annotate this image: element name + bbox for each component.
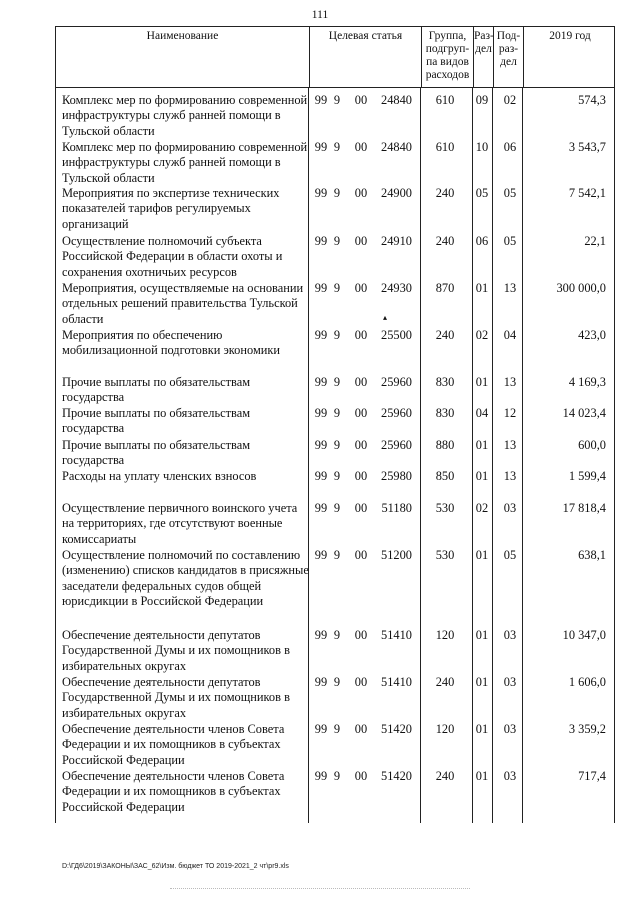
amount-2019: 22,1 <box>584 234 606 248</box>
amount-2019: 423,0 <box>578 328 606 342</box>
code-event: 00 <box>354 501 368 515</box>
code-subprogram: 9 <box>333 328 341 342</box>
code-subprogram: 9 <box>333 375 341 389</box>
code-direction: 24910 <box>381 234 412 248</box>
code-program: 99 <box>314 375 328 389</box>
header-year: 2019 год <box>523 27 616 87</box>
subsection-code: 13 <box>503 281 517 295</box>
section-code: 01 <box>475 722 489 736</box>
header-target: Целевая статья <box>309 27 421 87</box>
section-code: 05 <box>475 186 489 200</box>
code-event: 00 <box>354 375 368 389</box>
code-program: 99 <box>314 186 328 200</box>
amount-2019: 600,0 <box>578 438 606 452</box>
table-border-left <box>55 88 56 823</box>
code-program: 99 <box>314 675 328 689</box>
expense-group: 530 <box>435 548 455 562</box>
code-program: 99 <box>314 406 328 420</box>
expense-group: 120 <box>435 628 455 642</box>
subsection-code: 05 <box>503 548 517 562</box>
code-direction: 25980 <box>381 469 412 483</box>
code-program: 99 <box>314 501 328 515</box>
code-subprogram: 9 <box>333 675 341 689</box>
row-name: Расходы на уплату членских взносов <box>62 469 257 483</box>
header-subsection <box>493 27 523 87</box>
code-subprogram: 9 <box>333 501 341 515</box>
code-subprogram: 9 <box>333 281 341 295</box>
code-event: 00 <box>354 234 368 248</box>
section-code: 02 <box>475 328 489 342</box>
code-direction: 51410 <box>381 675 412 689</box>
subsection-code: 06 <box>503 140 517 154</box>
code-program: 99 <box>314 769 328 783</box>
amount-2019: 17 818,4 <box>562 501 606 515</box>
code-direction: 24900 <box>381 186 412 200</box>
expense-group: 850 <box>435 469 455 483</box>
code-program: 99 <box>314 469 328 483</box>
expense-group: 830 <box>435 406 455 420</box>
expense-group: 120 <box>435 722 455 736</box>
row-name: Комплекс мер по формированию современной инфраструктуры служб ранней помощи в Тульской области <box>62 140 308 185</box>
row-name: Мероприятия, осуществляемые на основании отдельных решений правительства Тульской области <box>62 281 304 326</box>
header-group-line: подгруп- <box>425 43 470 55</box>
code-program: 99 <box>314 722 328 736</box>
expense-group: 610 <box>435 140 455 154</box>
code-event: 00 <box>354 769 368 783</box>
amount-2019: 10 347,0 <box>562 628 606 642</box>
code-event: 00 <box>354 548 368 562</box>
code-subprogram: 9 <box>333 438 341 452</box>
subsection-code: 04 <box>503 328 517 342</box>
code-direction: 25960 <box>381 438 412 452</box>
code-direction: 24840 <box>381 140 412 154</box>
code-program: 99 <box>314 281 328 295</box>
table-header <box>55 26 615 88</box>
row-name: Прочие выплаты по обязательствам государства <box>62 375 251 405</box>
code-subprogram: 9 <box>333 769 341 783</box>
expense-group: 830 <box>435 375 455 389</box>
subsection-code: 13 <box>503 438 517 452</box>
subsection-code: 12 <box>503 406 517 420</box>
code-program: 99 <box>314 234 328 248</box>
code-direction: 51180 <box>381 501 412 515</box>
header-subsection-line: Под- <box>496 30 521 42</box>
row-name: Прочие выплаты по обязательствам государства <box>62 406 251 436</box>
expense-group: 870 <box>435 281 455 295</box>
code-direction: 51420 <box>381 769 412 783</box>
scan-artifact-line <box>170 888 470 889</box>
section-code: 01 <box>475 675 489 689</box>
section-code: 01 <box>475 628 489 642</box>
code-subprogram: 9 <box>333 469 341 483</box>
table-divider <box>420 88 421 823</box>
amount-2019: 300 000,0 <box>556 281 606 295</box>
file-path-footer: D:\ГД6\2019\ЗАКОНЫ\ЗАС_62\Изм. бюджет ТО 2019-2021_2 чт\pr9.xls <box>62 863 289 870</box>
subsection-code: 05 <box>503 234 517 248</box>
code-subprogram: 9 <box>333 234 341 248</box>
header-name: Наименование <box>146 30 219 42</box>
header-subsection-line: раз- <box>498 43 519 55</box>
scan-speck: ▴ <box>383 313 388 322</box>
code-event: 00 <box>354 281 368 295</box>
header-group <box>421 27 473 87</box>
amount-2019: 1 599,4 <box>568 469 606 483</box>
code-program: 99 <box>314 438 328 452</box>
expense-group: 880 <box>435 438 455 452</box>
expense-group: 240 <box>435 328 455 342</box>
code-direction: 51410 <box>381 628 412 642</box>
code-subprogram: 9 <box>333 186 341 200</box>
code-event: 00 <box>354 406 368 420</box>
expense-group: 240 <box>435 675 455 689</box>
section-code: 06 <box>475 234 489 248</box>
code-program: 99 <box>314 140 328 154</box>
code-direction: 51200 <box>381 548 412 562</box>
section-code: 01 <box>475 469 489 483</box>
subsection-code: 03 <box>503 722 517 736</box>
section-code: 01 <box>475 769 489 783</box>
header-section-line: дел <box>475 43 492 55</box>
row-name: Осуществление полномочий по составлению (изменению) списков кандидатов в присяжные заседатели федеральных судов общей юрисдикции в Российской Федерации <box>62 548 309 609</box>
row-name: Обеспечение деятельности членов Совета Федерации и их помощников в субъектах Российской Федерации <box>62 769 285 814</box>
row-name: Осуществление первичного воинского учета на территориях, где отсутствуют военные комиссариаты <box>62 501 298 546</box>
code-event: 00 <box>354 675 368 689</box>
code-direction: 24840 <box>381 93 412 107</box>
code-event: 00 <box>354 628 368 642</box>
code-program: 99 <box>314 93 328 107</box>
subsection-code: 03 <box>503 769 517 783</box>
expense-group: 530 <box>435 501 455 515</box>
code-event: 00 <box>354 469 368 483</box>
section-code: 09 <box>475 93 489 107</box>
code-direction: 24930 <box>381 281 412 295</box>
header-section <box>473 27 493 87</box>
page-number: 111 <box>311 9 329 21</box>
row-name: Обеспечение деятельности депутатов Государственной Думы и их помощников в избирательных округах <box>62 628 290 673</box>
amount-2019: 1 606,0 <box>568 675 606 689</box>
section-code: 01 <box>475 438 489 452</box>
code-direction: 51420 <box>381 722 412 736</box>
amount-2019: 3 359,2 <box>568 722 606 736</box>
subsection-code: 13 <box>503 375 517 389</box>
code-direction: 25960 <box>381 406 412 420</box>
amount-2019: 4 169,3 <box>568 375 606 389</box>
expense-group: 240 <box>435 234 455 248</box>
table-border-right <box>614 88 615 823</box>
row-name: Осуществление полномочий субъекта Российской Федерации в области охоты и сохранения охотничьих ресурсов <box>62 234 283 279</box>
section-code: 02 <box>475 501 489 515</box>
subsection-code: 03 <box>503 675 517 689</box>
code-event: 00 <box>354 722 368 736</box>
code-subprogram: 9 <box>333 140 341 154</box>
code-subprogram: 9 <box>333 93 341 107</box>
amount-2019: 574,3 <box>578 93 606 107</box>
subsection-code: 02 <box>503 93 517 107</box>
row-name: Обеспечение деятельности депутатов Государственной Думы и их помощников в избирательных округах <box>62 675 290 720</box>
amount-2019: 717,4 <box>578 769 606 783</box>
row-name: Комплекс мер по формированию современной инфраструктуры служб ранней помощи в Тульской области <box>62 93 308 138</box>
section-code: 01 <box>475 375 489 389</box>
code-subprogram: 9 <box>333 548 341 562</box>
section-code: 01 <box>475 548 489 562</box>
expense-group: 240 <box>435 769 455 783</box>
code-event: 00 <box>354 328 368 342</box>
subsection-code: 05 <box>503 186 517 200</box>
amount-2019: 14 023,4 <box>562 406 606 420</box>
subsection-code: 03 <box>503 628 517 642</box>
code-event: 00 <box>354 186 368 200</box>
code-direction: 25500 <box>381 328 412 342</box>
amount-2019: 638,1 <box>578 548 606 562</box>
section-code: 01 <box>475 281 489 295</box>
code-subprogram: 9 <box>333 628 341 642</box>
code-event: 00 <box>354 140 368 154</box>
code-program: 99 <box>314 628 328 642</box>
code-direction: 25960 <box>381 375 412 389</box>
code-subprogram: 9 <box>333 406 341 420</box>
header-group-line: расходов <box>425 69 470 81</box>
row-name: Прочие выплаты по обязательствам государства <box>62 438 251 468</box>
code-event: 00 <box>354 93 368 107</box>
code-program: 99 <box>314 548 328 562</box>
row-name: Мероприятия по обеспечению мобилизационной подготовки экономики <box>62 328 281 358</box>
row-name: Обеспечение деятельности членов Совета Федерации и их помощников в субъектах Российской Федерации <box>62 722 285 767</box>
header-group-line: па видов <box>426 56 469 68</box>
row-name: Мероприятия по экспертизе технических показателей тарифов регулируемых организаций <box>62 186 280 231</box>
expense-group: 610 <box>435 93 455 107</box>
subsection-code: 13 <box>503 469 517 483</box>
amount-2019: 7 542,1 <box>568 186 606 200</box>
section-code: 10 <box>475 140 489 154</box>
section-code: 04 <box>475 406 489 420</box>
expense-group: 240 <box>435 186 455 200</box>
code-event: 00 <box>354 438 368 452</box>
amount-2019: 3 543,7 <box>568 140 606 154</box>
code-program: 99 <box>314 328 328 342</box>
header-group-line: Группа, <box>428 30 467 42</box>
header-subsection-line: дел <box>500 56 517 68</box>
subsection-code: 03 <box>503 501 517 515</box>
header-section-line: Раз- <box>474 30 494 42</box>
code-subprogram: 9 <box>333 722 341 736</box>
